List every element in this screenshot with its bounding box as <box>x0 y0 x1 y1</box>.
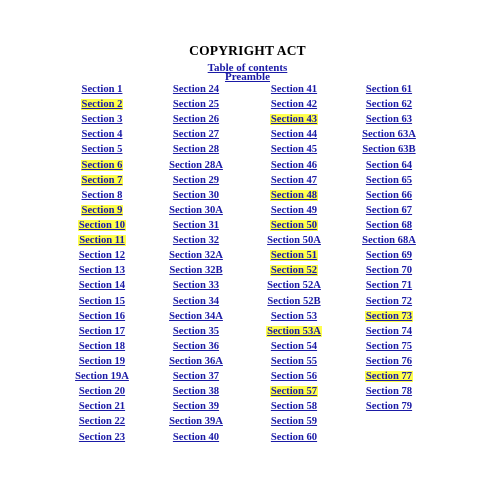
section-link[interactable]: Section 63 <box>365 114 413 126</box>
section-entry <box>151 188 241 203</box>
section-entry <box>57 384 147 399</box>
section-entry <box>151 97 241 112</box>
document-title: COPYRIGHT ACT <box>189 43 306 58</box>
section-entry <box>57 158 147 173</box>
section-entry <box>249 399 339 414</box>
section-link[interactable]: Section 10 <box>78 219 126 231</box>
section-link[interactable]: Section 16 <box>78 310 126 322</box>
section-link[interactable]: Section 39 <box>172 401 220 413</box>
section-entry <box>249 142 339 157</box>
section-link[interactable]: Section 45 <box>270 144 318 156</box>
section-link[interactable]: Section 15 <box>78 295 126 307</box>
section-link[interactable]: Section 29 <box>172 174 220 186</box>
section-entry <box>151 82 241 97</box>
section-entry <box>57 354 147 369</box>
section-entry <box>344 97 434 112</box>
section-entry <box>57 97 147 112</box>
section-entry <box>344 324 434 339</box>
section-link[interactable]: Section 42 <box>270 99 318 111</box>
section-column <box>57 82 147 445</box>
section-entry <box>151 369 241 384</box>
section-entry <box>151 173 241 188</box>
section-entry <box>249 188 339 203</box>
section-entry <box>249 354 339 369</box>
section-link[interactable]: Section 73 <box>365 310 413 322</box>
section-link[interactable]: Section 50A <box>267 235 321 247</box>
section-link[interactable]: Section 46 <box>270 159 318 171</box>
section-entry <box>151 112 241 127</box>
section-link[interactable]: Section 58 <box>270 401 318 413</box>
section-entry <box>249 218 339 233</box>
section-entry <box>57 218 147 233</box>
section-entry <box>151 263 241 278</box>
section-entry <box>151 158 241 173</box>
section-entry <box>151 354 241 369</box>
section-entry <box>249 294 339 309</box>
section-entry <box>249 248 339 263</box>
section-column <box>151 82 241 445</box>
section-entry <box>151 142 241 157</box>
section-entry <box>249 384 339 399</box>
section-entry <box>344 203 434 218</box>
section-entry <box>57 263 147 278</box>
section-link[interactable]: Section 63B <box>362 144 416 156</box>
section-link[interactable]: Section 52B <box>267 295 321 307</box>
section-link[interactable]: Section 61 <box>365 84 413 95</box>
section-link[interactable]: Section 36 <box>172 340 220 352</box>
section-link[interactable]: Section 28 <box>172 144 220 156</box>
section-link[interactable]: Section 33 <box>172 280 220 292</box>
section-link[interactable]: Section 9 <box>81 204 123 216</box>
section-entry <box>249 112 339 127</box>
section-link[interactable]: Section 57 <box>270 386 318 398</box>
section-entry <box>249 203 339 218</box>
section-link[interactable]: Section 19A <box>75 371 129 383</box>
section-entry <box>344 218 434 233</box>
section-entry <box>249 414 339 429</box>
section-link[interactable]: Section 26 <box>172 114 220 126</box>
section-entry <box>344 263 434 278</box>
section-entry <box>151 203 241 218</box>
section-link[interactable]: Section 52A <box>267 280 321 292</box>
section-link[interactable]: Section 19 <box>78 355 126 367</box>
section-link[interactable]: Section 2 <box>81 99 123 111</box>
section-link[interactable]: Section 44 <box>270 129 318 141</box>
section-link[interactable]: Section 7 <box>81 174 123 186</box>
section-link[interactable]: Section 59 <box>270 416 318 428</box>
section-entry <box>57 294 147 309</box>
section-link[interactable]: Section 52 <box>270 265 318 277</box>
section-link[interactable]: Section 6 <box>81 159 123 171</box>
section-link[interactable]: Section 4 <box>81 129 123 141</box>
section-entry <box>57 248 147 263</box>
section-link[interactable]: Section 51 <box>270 250 318 262</box>
section-link[interactable]: Section 79 <box>365 401 413 413</box>
section-link[interactable]: Section 50 <box>270 219 318 231</box>
section-link[interactable]: Section 68 <box>365 219 413 231</box>
section-link[interactable]: Section 31 <box>172 219 220 231</box>
preamble-link[interactable]: Preamble <box>224 71 270 83</box>
section-link[interactable]: Section 32B <box>169 265 223 277</box>
section-link[interactable]: Section 53A <box>267 325 321 337</box>
section-link[interactable]: Section 38 <box>172 386 220 398</box>
section-entry <box>151 233 241 248</box>
section-link[interactable]: Section 77 <box>365 371 413 383</box>
section-link[interactable]: Section 11 <box>79 235 125 247</box>
section-link[interactable]: Section 3 <box>81 114 123 126</box>
section-column <box>249 82 339 445</box>
section-entry <box>57 142 147 157</box>
section-entry <box>249 97 339 112</box>
section-entry <box>151 384 241 399</box>
section-link[interactable]: Section 30 <box>172 189 220 201</box>
section-link[interactable]: Section 74 <box>365 325 413 337</box>
section-entry <box>151 127 241 142</box>
section-entry <box>57 188 147 203</box>
section-link[interactable]: Section 76 <box>365 355 413 367</box>
section-entry <box>249 324 339 339</box>
section-entry <box>57 309 147 324</box>
section-entry <box>344 278 434 293</box>
section-link[interactable]: Section 20 <box>78 386 126 398</box>
section-link[interactable]: Section 47 <box>270 174 318 186</box>
section-entry <box>151 324 241 339</box>
section-entry <box>57 233 147 248</box>
section-link[interactable]: Section 37 <box>172 371 220 383</box>
section-entry <box>344 339 434 354</box>
section-entry <box>57 127 147 142</box>
section-entry <box>57 278 147 293</box>
section-link[interactable]: Section 66 <box>365 189 413 201</box>
section-link[interactable]: Section 67 <box>365 204 413 216</box>
section-link[interactable]: Section 21 <box>78 401 126 413</box>
section-link[interactable]: Section 53 <box>270 310 318 322</box>
section-entry <box>249 173 339 188</box>
section-link[interactable]: Section 68A <box>362 235 416 247</box>
section-entry <box>249 158 339 173</box>
section-link[interactable]: Section 1 <box>81 84 123 95</box>
section-link[interactable]: Section 39A <box>169 416 223 428</box>
section-entry <box>151 248 241 263</box>
section-entry <box>344 112 434 127</box>
section-link[interactable]: Section 71 <box>365 280 413 292</box>
section-link[interactable]: Section 56 <box>270 371 318 383</box>
section-entry <box>151 278 241 293</box>
section-entry <box>344 158 434 173</box>
section-entry <box>57 430 147 445</box>
section-entry <box>344 127 434 142</box>
section-link[interactable]: Section 13 <box>78 265 126 277</box>
section-entry <box>344 82 434 97</box>
section-link[interactable]: Section 14 <box>78 280 126 292</box>
section-link[interactable]: Section 34 <box>172 295 220 307</box>
section-link[interactable]: Section 30A <box>169 204 223 216</box>
section-link[interactable]: Section 32 <box>172 235 220 247</box>
section-entry <box>249 233 339 248</box>
section-link[interactable]: Section 63A <box>362 129 416 141</box>
section-entry <box>151 399 241 414</box>
section-entry <box>57 369 147 384</box>
section-entry <box>344 248 434 263</box>
section-link[interactable]: Section 28A <box>169 159 223 171</box>
section-link[interactable]: Section 22 <box>78 416 126 428</box>
section-entry <box>344 233 434 248</box>
section-entry <box>151 294 241 309</box>
section-link[interactable]: Section 70 <box>365 265 413 277</box>
section-link[interactable]: Section 75 <box>365 340 413 352</box>
section-entry <box>344 399 434 414</box>
section-entry <box>249 339 339 354</box>
section-entry <box>344 384 434 399</box>
section-entry <box>249 82 339 97</box>
section-link[interactable]: Section 23 <box>78 431 126 443</box>
section-entry <box>57 112 147 127</box>
section-entry <box>57 399 147 414</box>
section-entry <box>344 354 434 369</box>
section-link[interactable]: Section 60 <box>270 431 318 443</box>
section-link[interactable]: Section 78 <box>365 386 413 398</box>
section-entry <box>57 203 147 218</box>
section-entry <box>249 127 339 142</box>
section-entry <box>249 278 339 293</box>
section-entry <box>249 369 339 384</box>
section-entry <box>151 414 241 429</box>
section-link[interactable]: Section 64 <box>365 159 413 171</box>
section-link[interactable]: Section 24 <box>172 84 220 95</box>
section-link[interactable]: Section 12 <box>78 250 126 262</box>
section-entry <box>344 309 434 324</box>
section-link[interactable]: Section 5 <box>81 144 123 156</box>
section-entry <box>249 430 339 445</box>
section-entry <box>249 263 339 278</box>
section-link[interactable]: Section 35 <box>172 325 220 337</box>
section-link[interactable]: Section 27 <box>172 129 220 141</box>
section-entry <box>249 309 339 324</box>
section-entry <box>57 324 147 339</box>
section-entry <box>57 339 147 354</box>
section-link[interactable]: Section 34A <box>169 310 223 322</box>
section-link[interactable]: Section 69 <box>365 250 413 262</box>
section-entry <box>151 218 241 233</box>
section-entry <box>344 142 434 157</box>
section-entry <box>151 339 241 354</box>
section-link[interactable]: Section 49 <box>270 204 318 216</box>
section-column <box>344 82 434 414</box>
section-link[interactable]: Section 48 <box>270 189 318 201</box>
section-entry <box>57 82 147 97</box>
section-link[interactable]: Section 17 <box>78 325 126 337</box>
section-link[interactable]: Section 32A <box>169 250 223 262</box>
section-link[interactable]: Section 72 <box>365 295 413 307</box>
section-link[interactable]: Section 62 <box>365 99 413 111</box>
section-link[interactable]: Section 18 <box>78 340 126 352</box>
section-link[interactable]: Section 40 <box>172 431 220 443</box>
section-link[interactable]: Section 36A <box>169 355 223 367</box>
section-entry <box>344 173 434 188</box>
section-link[interactable]: Section 65 <box>365 174 413 186</box>
section-link[interactable]: Section 43 <box>270 114 318 126</box>
section-entry <box>151 309 241 324</box>
section-entry <box>344 294 434 309</box>
section-link[interactable]: Section 8 <box>81 189 123 201</box>
section-link[interactable]: Section 54 <box>270 340 318 352</box>
section-entry <box>57 414 147 429</box>
section-entry <box>344 369 434 384</box>
section-entry <box>151 430 241 445</box>
section-link[interactable]: Section 55 <box>270 355 318 367</box>
table-of-contents-link[interactable]: Table of contents <box>207 62 288 74</box>
section-link[interactable]: Section 25 <box>172 99 220 111</box>
section-entry <box>344 188 434 203</box>
section-link[interactable]: Section 41 <box>270 84 318 95</box>
section-entry <box>57 173 147 188</box>
